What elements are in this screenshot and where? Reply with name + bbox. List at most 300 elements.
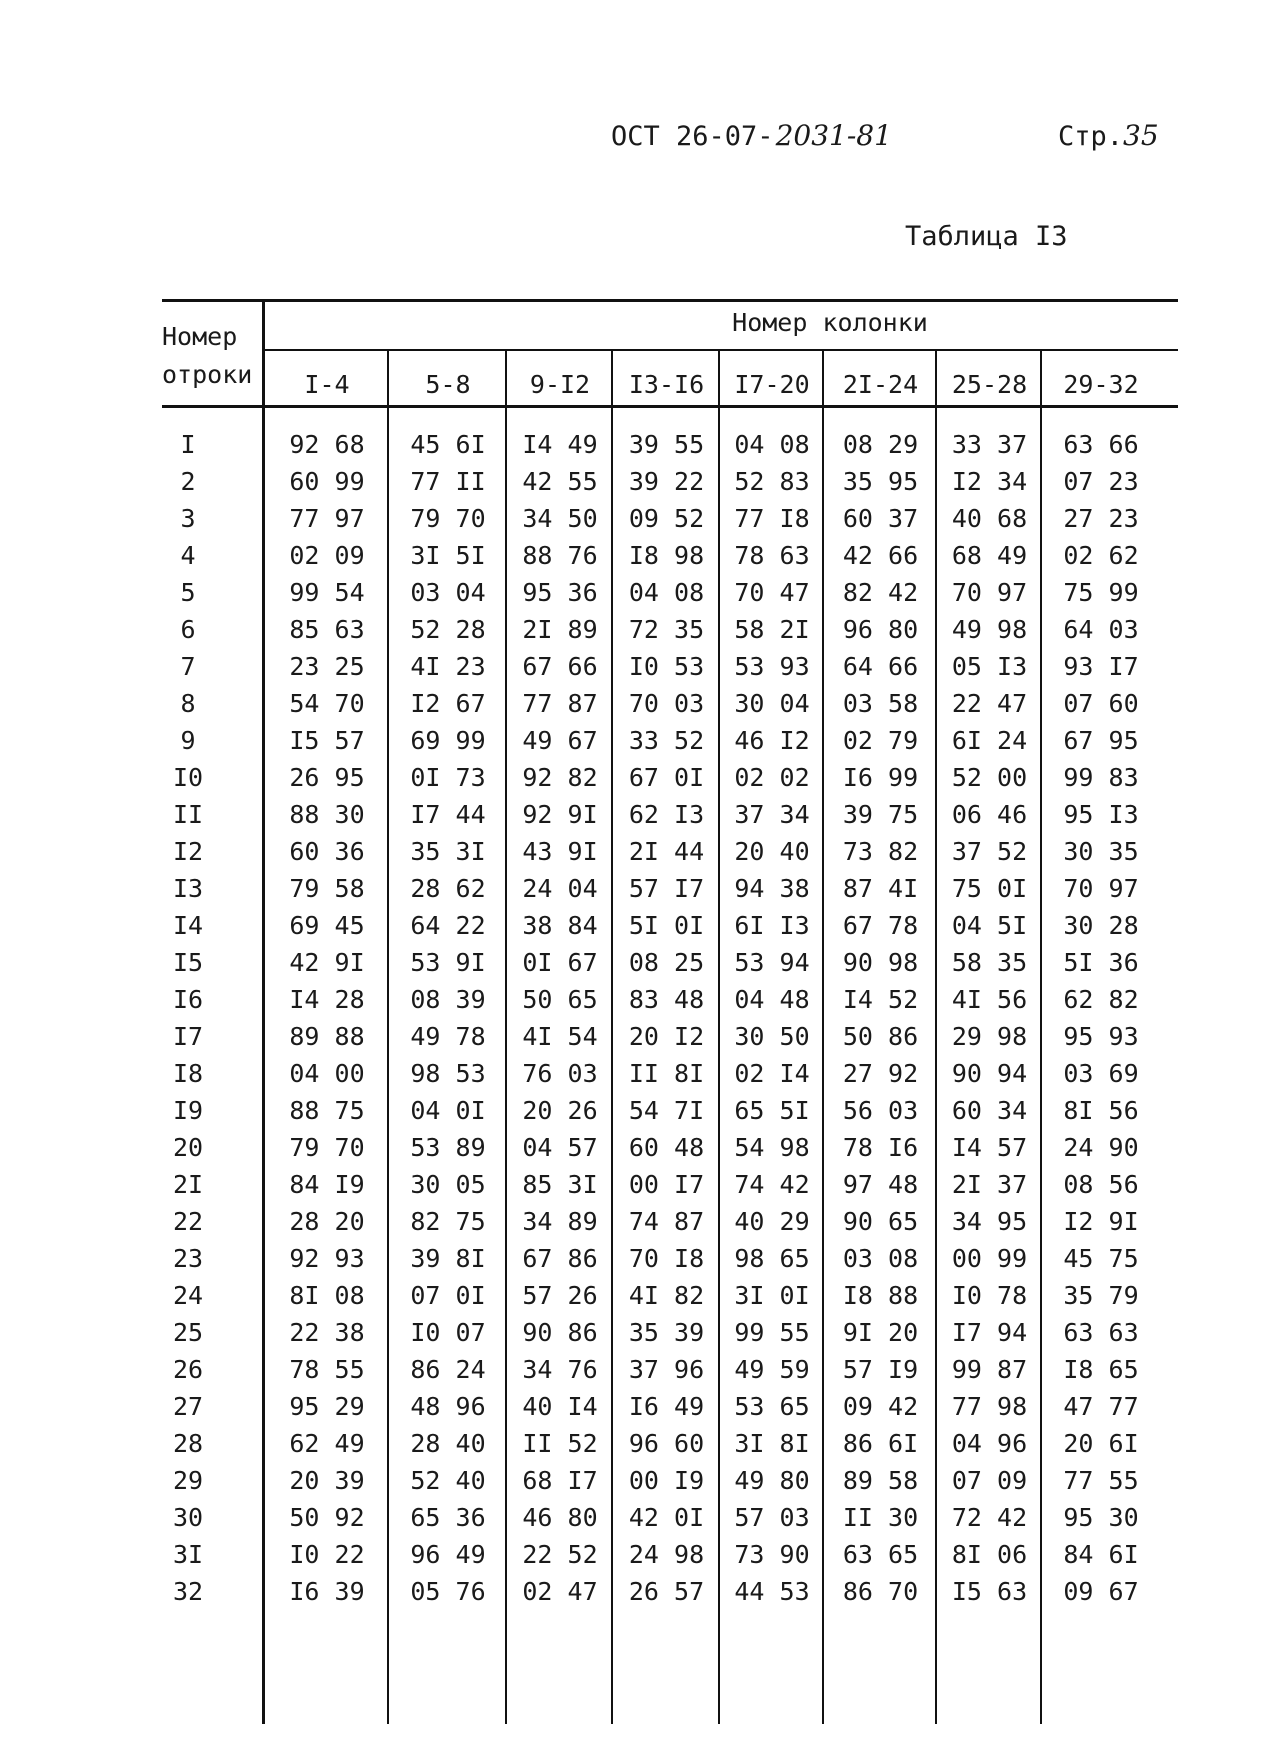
table-cell: 04 0I <box>410 1096 486 1125</box>
table-cell: 02 79 <box>842 726 919 755</box>
table-cell: I4 49 <box>522 430 598 459</box>
table-cell: 28 62 <box>410 874 486 903</box>
table-cell: 90 86 <box>522 1318 598 1347</box>
table-cell: 42 66 <box>842 541 919 570</box>
table-cell: 49 78 <box>410 1022 486 1051</box>
table-cell: 4I 54 <box>522 1022 598 1051</box>
row-number: 5 <box>180 578 196 607</box>
table-cell: 06 46 <box>951 800 1028 829</box>
table-cell: 84 I9 <box>289 1170 365 1199</box>
table-cell: 62 82 <box>1063 985 1139 1014</box>
table-cell: 77 55 <box>1063 1466 1139 1495</box>
table-cell: 38 84 <box>522 911 598 940</box>
table-cell: 88 76 <box>522 541 598 570</box>
table-cell: 30 28 <box>1063 911 1139 940</box>
table-cell: 04 57 <box>522 1133 598 1162</box>
table-cell: 96 49 <box>410 1540 486 1569</box>
table-cell: 28 20 <box>289 1207 365 1236</box>
table-cell: 50 65 <box>522 985 598 1014</box>
table-cell: 5I 0I <box>628 911 705 940</box>
document-code-handwritten: 2031-81 <box>775 119 892 152</box>
table-cell: 86 24 <box>410 1355 486 1384</box>
table-cell: I4 52 <box>842 985 919 1014</box>
row-number: 6 <box>180 615 196 644</box>
table-cell: 70 I8 <box>628 1244 705 1273</box>
table-cell: 86 6I <box>842 1429 919 1458</box>
table-cell: I0 22 <box>289 1540 365 1569</box>
table-cell: 53 9I <box>410 948 486 977</box>
table-cell: 29 98 <box>951 1022 1028 1051</box>
table-cell: 67 0I <box>628 763 705 792</box>
table-cell: 70 47 <box>734 578 810 607</box>
table-cell: 67 86 <box>522 1244 598 1273</box>
table-cell: 78 63 <box>734 541 810 570</box>
table-cell: 53 93 <box>734 652 810 681</box>
table-cell: 79 70 <box>410 504 486 533</box>
table-cell: 69 45 <box>289 911 365 940</box>
row-number: I4 <box>172 911 204 940</box>
table-cell: 34 50 <box>522 504 598 533</box>
table-cell: 54 98 <box>734 1133 810 1162</box>
table-cell: 49 98 <box>951 615 1028 644</box>
table-cell: 4I 56 <box>951 985 1028 1014</box>
table-cell: 30 50 <box>734 1022 810 1051</box>
table-cell: 04 48 <box>734 985 810 1014</box>
table-cell: 96 60 <box>628 1429 705 1458</box>
table-cell: I8 98 <box>628 541 705 570</box>
table-cell: II 52 <box>522 1429 598 1458</box>
table-cell: 95 I3 <box>1063 800 1139 829</box>
table-cell: 49 59 <box>734 1355 810 1384</box>
table-cell: I8 88 <box>842 1281 919 1310</box>
table-cell: 92 82 <box>522 763 598 792</box>
table-cell: 43 9I <box>522 837 598 866</box>
table-cell: 65 5I <box>734 1096 810 1125</box>
row-number: I <box>180 430 196 459</box>
table-cell: 8I 56 <box>1063 1096 1139 1125</box>
table-cell: 88 30 <box>289 800 365 829</box>
page-number-handwritten: 35 <box>1123 119 1159 152</box>
table-cell: 34 95 <box>951 1207 1028 1236</box>
row-number: 3 <box>180 504 196 533</box>
table-cell: 20 I2 <box>628 1022 705 1051</box>
row-number: 32 <box>172 1577 204 1606</box>
table-cell: 09 67 <box>1063 1577 1139 1606</box>
table-cell: 62 49 <box>289 1429 365 1458</box>
table-cell: 83 48 <box>628 985 705 1014</box>
table-cell: 39 75 <box>842 800 919 829</box>
table-cell: 40 68 <box>951 504 1028 533</box>
table-cell: I5 63 <box>951 1577 1028 1606</box>
column-group-header: Номер колонки <box>732 308 928 337</box>
table-cell: 00 99 <box>951 1244 1028 1273</box>
table-cell: 20 40 <box>734 837 810 866</box>
table-cell: 37 52 <box>951 837 1028 866</box>
row-number: I3 <box>172 874 204 903</box>
table-cell: 02 I4 <box>734 1059 810 1088</box>
column-header: I7-20 <box>734 370 810 399</box>
table-cell: 20 26 <box>522 1096 598 1125</box>
table-cell: 26 95 <box>289 763 365 792</box>
table-cell: 50 92 <box>289 1503 365 1532</box>
table-cell: 3I 5I <box>410 541 486 570</box>
table-cell: I4 28 <box>289 985 365 1014</box>
table-cell: 90 65 <box>842 1207 919 1236</box>
table-cell: 09 52 <box>628 504 705 533</box>
table-cell: 27 92 <box>842 1059 919 1088</box>
table-cell: 3I 8I <box>734 1429 810 1458</box>
table-cell: 02 62 <box>1063 541 1139 570</box>
table-cell: 34 76 <box>522 1355 598 1384</box>
table-cell: 46 I2 <box>734 726 810 755</box>
table-cell: 57 26 <box>522 1281 598 1310</box>
table-cell: 58 2I <box>734 615 810 644</box>
row-number: 23 <box>172 1244 204 1273</box>
table-cell: 03 04 <box>410 578 486 607</box>
table-cell: 74 42 <box>734 1170 810 1199</box>
table-cell: 57 03 <box>734 1503 810 1532</box>
table-cell: 08 29 <box>842 430 919 459</box>
table-cell: I0 07 <box>410 1318 486 1347</box>
table-title: Таблица I3 <box>905 221 1068 252</box>
column-header: I3-I6 <box>628 370 705 399</box>
table-cell: 73 90 <box>734 1540 810 1569</box>
table-cell: I7 44 <box>410 800 486 829</box>
table-cell: 54 70 <box>289 689 365 718</box>
table-cell: 4I 82 <box>628 1281 705 1310</box>
table-cell: 07 0I <box>410 1281 486 1310</box>
table-cell: 26 57 <box>628 1577 705 1606</box>
table-cell: 77 98 <box>951 1392 1028 1421</box>
table-cell: 99 55 <box>734 1318 810 1347</box>
table-cell: 96 80 <box>842 615 919 644</box>
table-cell: 2I 44 <box>628 837 705 866</box>
table-cell: 24 98 <box>628 1540 705 1569</box>
table-cell: 82 75 <box>410 1207 486 1236</box>
table-cell: 78 55 <box>289 1355 365 1384</box>
column-header: 9-I2 <box>529 370 591 399</box>
table-cell: 99 83 <box>1063 763 1139 792</box>
table-top-rule <box>162 299 1178 302</box>
table-cell: 68 I7 <box>522 1466 598 1495</box>
row-number-header <box>162 318 252 394</box>
table-cell: 87 4I <box>842 874 919 903</box>
table-cell: 95 36 <box>522 578 598 607</box>
table-cell: 07 60 <box>1063 689 1139 718</box>
row-number: 20 <box>172 1133 204 1162</box>
table-cell: 04 00 <box>289 1059 365 1088</box>
table-cell: 35 95 <box>842 467 919 496</box>
table-cell: 09 42 <box>842 1392 919 1421</box>
table-cell: 50 86 <box>842 1022 919 1051</box>
page-number <box>1058 119 1159 152</box>
table-cell: 08 25 <box>628 948 705 977</box>
row-number: 2 <box>180 467 196 496</box>
table-cell: 77 II <box>410 467 486 496</box>
table-cell: 78 I6 <box>842 1133 919 1162</box>
table-cell: 53 65 <box>734 1392 810 1421</box>
table-cell: 90 98 <box>842 948 919 977</box>
table-cell: 33 37 <box>951 430 1028 459</box>
table-cell: 64 66 <box>842 652 919 681</box>
table-cell: 22 47 <box>951 689 1028 718</box>
table-cell: 67 66 <box>522 652 598 681</box>
table-cell: I8 65 <box>1063 1355 1139 1384</box>
table-cell: 08 39 <box>410 985 486 1014</box>
table-cell: 65 36 <box>410 1503 486 1532</box>
table-cell: 00 I9 <box>628 1466 705 1495</box>
table-cell: 86 70 <box>842 1577 919 1606</box>
row-number-header-line1: Номер <box>162 322 238 351</box>
table-cell: 76 03 <box>522 1059 598 1088</box>
table-cell: II 8I <box>628 1059 705 1088</box>
table-cell: 63 65 <box>842 1540 919 1569</box>
table-cell: 39 8I <box>410 1244 486 1273</box>
table-cell: 74 87 <box>628 1207 705 1236</box>
table-cell: 42 0I <box>628 1503 705 1532</box>
table-cell: I7 94 <box>951 1318 1028 1347</box>
table-cell: 0I 73 <box>410 763 486 792</box>
table-cell: 23 25 <box>289 652 365 681</box>
column-header: 2I-24 <box>842 370 919 399</box>
table-cell: 6I 24 <box>951 726 1028 755</box>
table-cell: 53 89 <box>410 1133 486 1162</box>
table-cell: I2 67 <box>410 689 486 718</box>
table-cell: 45 75 <box>1063 1244 1139 1273</box>
table-cell: II 30 <box>842 1503 919 1532</box>
table-cell: 52 28 <box>410 615 486 644</box>
table-cell: 93 I7 <box>1063 652 1139 681</box>
table-cell: 64 03 <box>1063 615 1139 644</box>
table-cell: I6 99 <box>842 763 919 792</box>
row-number: I8 <box>172 1059 204 1088</box>
table-cell: 60 99 <box>289 467 365 496</box>
table-cell: 22 52 <box>522 1540 598 1569</box>
table-cell: 39 55 <box>628 430 705 459</box>
table-cell: 89 88 <box>289 1022 365 1051</box>
table-cell: I6 49 <box>628 1392 705 1421</box>
table-cell: 58 35 <box>951 948 1028 977</box>
table-cell: 35 3I <box>410 837 486 866</box>
document-code-typed: ОСТ 26-07- <box>611 121 774 152</box>
row-number: 3I <box>172 1540 204 1569</box>
row-number: I5 <box>172 948 204 977</box>
table-cell: 30 04 <box>734 689 810 718</box>
table-cell: 08 56 <box>1063 1170 1139 1199</box>
table-cell: 95 29 <box>289 1392 365 1421</box>
row-number: 30 <box>172 1503 204 1532</box>
table-cell: 53 94 <box>734 948 810 977</box>
table-cell: 8I 08 <box>289 1281 365 1310</box>
table-cell: 20 39 <box>289 1466 365 1495</box>
table-cell: 79 58 <box>289 874 365 903</box>
table-cell: 24 04 <box>522 874 598 903</box>
table-cell: 57 I7 <box>628 874 705 903</box>
table-cell: 95 93 <box>1063 1022 1139 1051</box>
table-cell: 35 79 <box>1063 1281 1139 1310</box>
column-header: 25-28 <box>951 370 1028 399</box>
table-cell: 64 22 <box>410 911 486 940</box>
row-number: I7 <box>172 1022 204 1051</box>
table-cell: 35 39 <box>628 1318 705 1347</box>
table-cell: 44 53 <box>734 1577 810 1606</box>
table-cell: 88 75 <box>289 1096 365 1125</box>
table-cell: I0 53 <box>628 652 705 681</box>
table-cell: 46 80 <box>522 1503 598 1532</box>
table-cell: 95 30 <box>1063 1503 1139 1532</box>
table-cell: 98 53 <box>410 1059 486 1088</box>
table-cell: 8I 06 <box>951 1540 1028 1569</box>
table-cell: 33 52 <box>628 726 705 755</box>
table-cell: 49 80 <box>734 1466 810 1495</box>
table-cell: 63 66 <box>1063 430 1139 459</box>
table-cell: 04 08 <box>734 430 810 459</box>
table-cell: 30 05 <box>410 1170 486 1199</box>
row-number: 9 <box>180 726 196 755</box>
table-cell: 45 6I <box>410 430 486 459</box>
table-cell: 60 36 <box>289 837 365 866</box>
table-cell: I2 34 <box>951 467 1028 496</box>
row-number: 27 <box>172 1392 204 1421</box>
table-cell: 82 42 <box>842 578 919 607</box>
table-cell: 60 37 <box>842 504 919 533</box>
table-cell: 07 23 <box>1063 467 1139 496</box>
document-code <box>611 119 892 152</box>
table-cell: I4 57 <box>951 1133 1028 1162</box>
table-cell: 04 5I <box>951 911 1028 940</box>
table-cell: 98 65 <box>734 1244 810 1273</box>
table-cell: 67 95 <box>1063 726 1139 755</box>
table-cell: 70 97 <box>1063 874 1139 903</box>
table-cell: 3I 0I <box>734 1281 810 1310</box>
row-number: 25 <box>172 1318 204 1347</box>
row-number: I0 <box>172 763 204 792</box>
table-cell: 03 58 <box>842 689 919 718</box>
table-cell: 04 08 <box>628 578 705 607</box>
table-cell: 00 I7 <box>628 1170 705 1199</box>
table-cell: 85 3I <box>522 1170 598 1199</box>
row-number: 26 <box>172 1355 204 1384</box>
table-cell: 05 I3 <box>951 652 1028 681</box>
table-cell: 28 40 <box>410 1429 486 1458</box>
table-cell: 62 I3 <box>628 800 705 829</box>
table-cell: I0 78 <box>951 1281 1028 1310</box>
row-number: II <box>172 800 204 829</box>
table-cell: 40 29 <box>734 1207 810 1236</box>
table-cell: 2I 89 <box>522 615 598 644</box>
table-cell: 07 09 <box>951 1466 1028 1495</box>
table-cell: 70 03 <box>628 689 705 718</box>
table-cell: 24 90 <box>1063 1133 1139 1162</box>
table-cell: 60 48 <box>628 1133 705 1162</box>
table-cell: I6 39 <box>289 1577 365 1606</box>
table-cell: 92 68 <box>289 430 365 459</box>
table-cell: 39 22 <box>628 467 705 496</box>
row-number-header-line2: отроки <box>162 360 253 389</box>
table-cell: 85 63 <box>289 615 365 644</box>
table-cell: 72 35 <box>628 615 705 644</box>
table-cell: 22 38 <box>289 1318 365 1347</box>
table-cell: 90 94 <box>951 1059 1028 1088</box>
column-header: 29-32 <box>1063 370 1139 399</box>
table-cell: 34 89 <box>522 1207 598 1236</box>
table-cell: 94 38 <box>734 874 810 903</box>
table-cell: 97 48 <box>842 1170 919 1199</box>
table-cell: 30 35 <box>1063 837 1139 866</box>
page-label: Стр. <box>1058 121 1124 152</box>
table-cell: 75 99 <box>1063 578 1139 607</box>
table-cell: 92 9I <box>522 800 598 829</box>
table-cell: 73 82 <box>842 837 919 866</box>
table-cell: 57 I9 <box>842 1355 919 1384</box>
table-cell: 54 7I <box>628 1096 705 1125</box>
table-cell: 37 34 <box>734 800 810 829</box>
table-cell: 20 6I <box>1063 1429 1139 1458</box>
column-header: I-4 <box>304 370 350 399</box>
table-cell: 60 34 <box>951 1096 1028 1125</box>
row-number: 28 <box>172 1429 204 1458</box>
table-cell: 77 87 <box>522 689 598 718</box>
table-cell: 02 47 <box>522 1577 598 1606</box>
table-cell: I5 57 <box>289 726 365 755</box>
table-cell: 68 49 <box>951 541 1028 570</box>
table-cell: 0I 67 <box>522 948 598 977</box>
table-cell: 84 6I <box>1063 1540 1139 1569</box>
table-cell: 52 40 <box>410 1466 486 1495</box>
row-number: 22 <box>172 1207 204 1236</box>
row-number: 8 <box>180 689 196 718</box>
row-number: I9 <box>172 1096 204 1125</box>
table-cell: I2 9I <box>1063 1207 1139 1236</box>
table-cell: 03 69 <box>1063 1059 1139 1088</box>
table-cell: 47 77 <box>1063 1392 1139 1421</box>
table-cell: 70 97 <box>951 578 1028 607</box>
table-cell: 02 02 <box>734 763 810 792</box>
table-cell: 27 23 <box>1063 504 1139 533</box>
table-cell: 99 54 <box>289 578 365 607</box>
table-cell: 40 I4 <box>522 1392 598 1421</box>
row-number: 2I <box>172 1170 204 1199</box>
row-number: I6 <box>172 985 204 1014</box>
table-cell: 37 96 <box>628 1355 705 1384</box>
table-cell: 42 55 <box>522 467 598 496</box>
row-number: 29 <box>172 1466 204 1495</box>
table-cell: 89 58 <box>842 1466 919 1495</box>
table-cell: 79 70 <box>289 1133 365 1162</box>
table-cell: 5I 36 <box>1063 948 1139 977</box>
table-cell: 05 76 <box>410 1577 486 1606</box>
table-cell: 52 00 <box>951 763 1028 792</box>
table-cell: 72 42 <box>951 1503 1028 1532</box>
table-cell: 63 63 <box>1063 1318 1139 1347</box>
row-number: I2 <box>172 837 204 866</box>
table-cell: 6I I3 <box>734 911 810 940</box>
column-header: 5-8 <box>425 370 471 399</box>
table-cell: 04 96 <box>951 1429 1028 1458</box>
table-cell: 48 96 <box>410 1392 486 1421</box>
table-cell: 52 83 <box>734 467 810 496</box>
table-cell: 92 93 <box>289 1244 365 1273</box>
table-cell: 03 08 <box>842 1244 919 1273</box>
table-cell: 99 87 <box>951 1355 1028 1384</box>
table-cell: 49 67 <box>522 726 598 755</box>
row-number: 7 <box>180 652 196 681</box>
table-cell: 56 03 <box>842 1096 919 1125</box>
table-cell: 69 99 <box>410 726 486 755</box>
row-number: 4 <box>180 541 196 570</box>
table-cell: 75 0I <box>951 874 1028 903</box>
table-cell: 4I 23 <box>410 652 486 681</box>
